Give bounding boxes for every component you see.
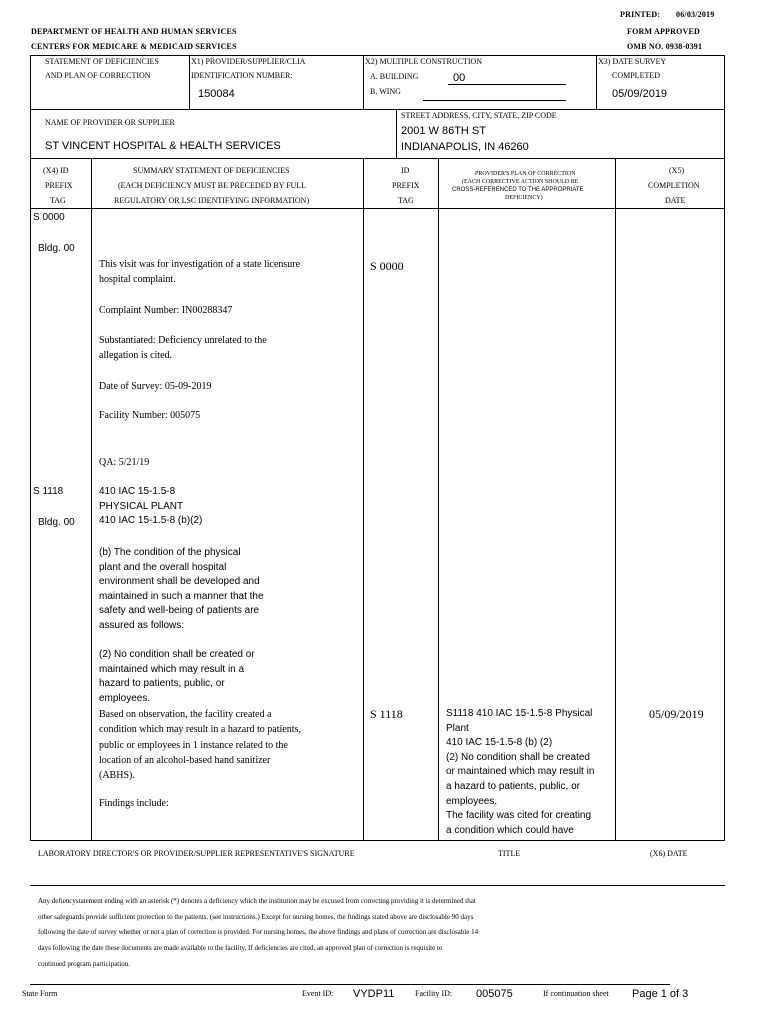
plan-line: 410 IAC 15-1.5-8 (b) (2) (446, 737, 553, 749)
disclaimer-line: following the date of survey whether or not a plan of correction is provided. For nursing homes, the above findings and plans of correction are disclosable 14 (38, 928, 479, 937)
col-x4-2: PREFIX (45, 181, 73, 190)
col-plan-4: DEFICIENCY) (505, 195, 543, 201)
rule (615, 158, 616, 840)
x3-label-2: COMPLETED (612, 71, 660, 80)
condition-line: employees. (99, 692, 151, 704)
regulation-line: 410 IAC 15-1.5-8 (b)(2) (99, 515, 203, 526)
rule (596, 55, 597, 110)
x1-label-1: X1) PROVIDER/SUPPLIER/CLIA (191, 57, 306, 66)
building-underline (448, 84, 566, 85)
rule (363, 55, 364, 110)
condition-line: plant and the overall hospital (99, 561, 227, 573)
title-label: TITLE (498, 849, 521, 858)
observation-line: Based on observation, the facility created a (99, 709, 272, 720)
rule (30, 885, 725, 886)
x1-label-2: IDENTIFICATION NUMBER: (191, 71, 293, 80)
observation-block (99, 707, 301, 783)
rule (396, 110, 397, 158)
provider-name: ST VINCENT HOSPITAL & HEALTH SERVICES (45, 140, 281, 152)
building-label: A. BUILDING (370, 72, 419, 81)
col-x4-3: TAG (50, 196, 66, 205)
plan-line: S1118 410 IAC 15-1.5-8 Physical (446, 708, 593, 719)
wing-label: B. WING (370, 87, 401, 96)
plan-line: Plant (446, 722, 469, 734)
condition-line: (2) No condition shall be created or (99, 649, 255, 660)
id-tag-1: S 0000 (370, 259, 404, 273)
condition-b-block (99, 546, 264, 633)
facility-id-label: Facility ID: (415, 989, 453, 998)
event-id-value: VYDP11 (353, 988, 395, 1000)
statement-label-2: AND PLAN OF CORRECTION (45, 71, 151, 80)
wing-underline (423, 100, 566, 101)
x2-label: X2) MULTIPLE CONSTRUCTION (365, 57, 483, 66)
omb-number: OMB NO. 0938-0391 (627, 42, 703, 51)
rule (724, 110, 725, 158)
address-line-1: 2001 W 86TH ST (401, 125, 486, 137)
printed-label: PRINTED: (620, 10, 661, 19)
condition-line: hazard to patients, public, or (99, 678, 225, 689)
condition-line: (b) The condition of the physical (99, 547, 241, 558)
rule (363, 158, 364, 840)
prefix-tag-2: S 1118 (33, 486, 64, 497)
event-id-label: Event ID: (302, 989, 334, 998)
rule (30, 110, 31, 158)
facility-id-value: 005075 (476, 988, 513, 1000)
state-form-label: State Form (22, 989, 58, 998)
regulation-line: PHYSICAL PLANT (99, 501, 184, 512)
printed-date: 06/03/2019 (676, 10, 715, 19)
disclaimer-line: days following the date these documents are made available to the facility. If deficiencies are cited, an approved plan of correction is requisite to (38, 944, 443, 953)
plan-line: The facility was cited for creating (446, 810, 592, 822)
observation-line: public or employees in 1 instance related to the (99, 739, 288, 751)
qa-date: QA: 5/21/19 (99, 457, 150, 468)
col-id-3: TAG (398, 196, 414, 205)
completion-date: 05/09/2019 (649, 707, 704, 721)
disclaimer-line: other safeguards provide sufficient protection to the patients. (see instructions.) Except for nursing homes, the findings stated above are disclosable 90 days (38, 912, 474, 921)
col-plan-2: (EACH CORRECTIVE ACTION SHOULD BE (462, 179, 579, 185)
rule (30, 158, 31, 840)
rule (438, 158, 439, 840)
col-id-2: PREFIX (392, 181, 420, 190)
condition-line: assured as follows: (99, 619, 185, 631)
provider-name-label: NAME OF PROVIDER OR SUPPLIER (45, 118, 175, 127)
condition-line: safety and well-being of patients are (99, 605, 260, 616)
provider-id: 150084 (198, 88, 235, 100)
plan-line: (2) No condition shall be created (446, 751, 590, 763)
rule (189, 55, 190, 110)
col-summary-1: SUMMARY STATEMENT OF DEFICIENCIES (133, 166, 290, 175)
rule (30, 208, 725, 209)
building-tag-1: Bldg. 00 (38, 243, 75, 254)
rule (724, 55, 725, 110)
disclaimer-block (38, 894, 478, 973)
plan-line: a hazard to patients, public, or (446, 780, 580, 792)
address-label: STREET ADDRESS, CITY, STATE, ZIP CODE (401, 111, 557, 120)
id-tag-2: S 1118 (370, 707, 403, 721)
department-title: DEPARTMENT OF HEALTH AND HUMAN SERVICES (31, 27, 237, 36)
summary-line: This visit was for investigation of a state licensure (99, 259, 301, 270)
form-approved: FORM APPROVED (627, 27, 701, 36)
date-of-survey: Date of Survey: 05-09-2019 (99, 381, 212, 392)
x6-date-label: (X6) DATE (650, 849, 688, 858)
col-x5-1: (X5) (669, 166, 685, 175)
building-value: 00 (453, 72, 466, 84)
disclaimer-line: continued program participation. (38, 959, 130, 968)
condition-line: environment shall be developed and (99, 576, 260, 587)
statement-label-1: STATEMENT OF DEFICIENCIES (45, 57, 159, 66)
observation-line: location of an alcohol-based hand sanitizer (99, 754, 271, 766)
centers-title: CENTERS FOR MEDICARE & MEDICAID SERVICES (31, 42, 237, 51)
rule (724, 158, 725, 840)
complaint-number: Complaint Number: IN00288347 (99, 305, 233, 316)
facility-number: Facility Number: 005075 (99, 410, 201, 421)
rule (30, 109, 725, 110)
plan-of-correction-block (446, 707, 594, 838)
signature-label: LABORATORY DIRECTOR'S OR PROVIDER/SUPPLIER REPRESENTATIVE'S SIGNATURE (38, 849, 355, 858)
col-summary-3: REGULATORY OR LSC IDENTIFYING INFORMATION) (114, 196, 310, 205)
condition-line: maintained in such a manner that the (99, 590, 264, 602)
observation-line: (ABHS). (99, 770, 135, 782)
rule (30, 55, 725, 56)
plan-line: or maintained which may result in (446, 766, 595, 778)
rule (30, 984, 670, 985)
address-line-2: INDIANAPOLIS, IN 46260 (401, 141, 529, 153)
rule (30, 158, 725, 159)
survey-completed-date: 05/09/2019 (612, 88, 668, 100)
findings-include: Findings include: (99, 798, 169, 809)
rule (30, 55, 31, 110)
condition-line: maintained which may result in a (99, 663, 245, 675)
col-x5-3: DATE (665, 196, 686, 205)
rule (30, 840, 725, 841)
continuation-label: If continuation sheet (543, 989, 609, 998)
summary-line: hospital complaint. (99, 274, 176, 285)
col-id-1: ID (401, 166, 410, 175)
col-plan-1: PROVIDER'S PLAN OF CORRECTION (475, 171, 576, 177)
disclaimer-line: Any defiencystatement ending with an asterisk (*) denotes a deficiency which the institution may be excused from correcting providing it is determined that (38, 897, 476, 905)
col-plan-3: CROSS-REFERENCED TO THE APPROPRIATE (452, 187, 584, 193)
col-summary-2: (EACH DEFICIENCY MUST BE PRECEDED BY FULL (118, 181, 307, 190)
x3-label-1: X3) DATE SURVEY (598, 57, 667, 66)
col-x4-1: (X4) ID (43, 166, 69, 175)
plan-line: employees. (446, 795, 498, 807)
prefix-tag-1: S 0000 (33, 212, 65, 223)
substantiated-line: Substantiated: Deficiency unrelated to the (99, 335, 267, 346)
rule (91, 158, 92, 840)
regulation-line: 410 IAC 15-1.5-8 (99, 486, 176, 497)
col-x5-2: COMPLETION (648, 181, 700, 190)
observation-line: condition which may result in a hazard to patients, (99, 724, 301, 736)
substantiated-line: allegation is cited. (99, 350, 173, 361)
plan-line: a condition which could have (446, 824, 574, 836)
page-number: Page 1 of 3 (632, 988, 689, 1000)
condition-2-block (99, 648, 255, 706)
building-tag-2: Bldg. 00 (38, 517, 75, 528)
